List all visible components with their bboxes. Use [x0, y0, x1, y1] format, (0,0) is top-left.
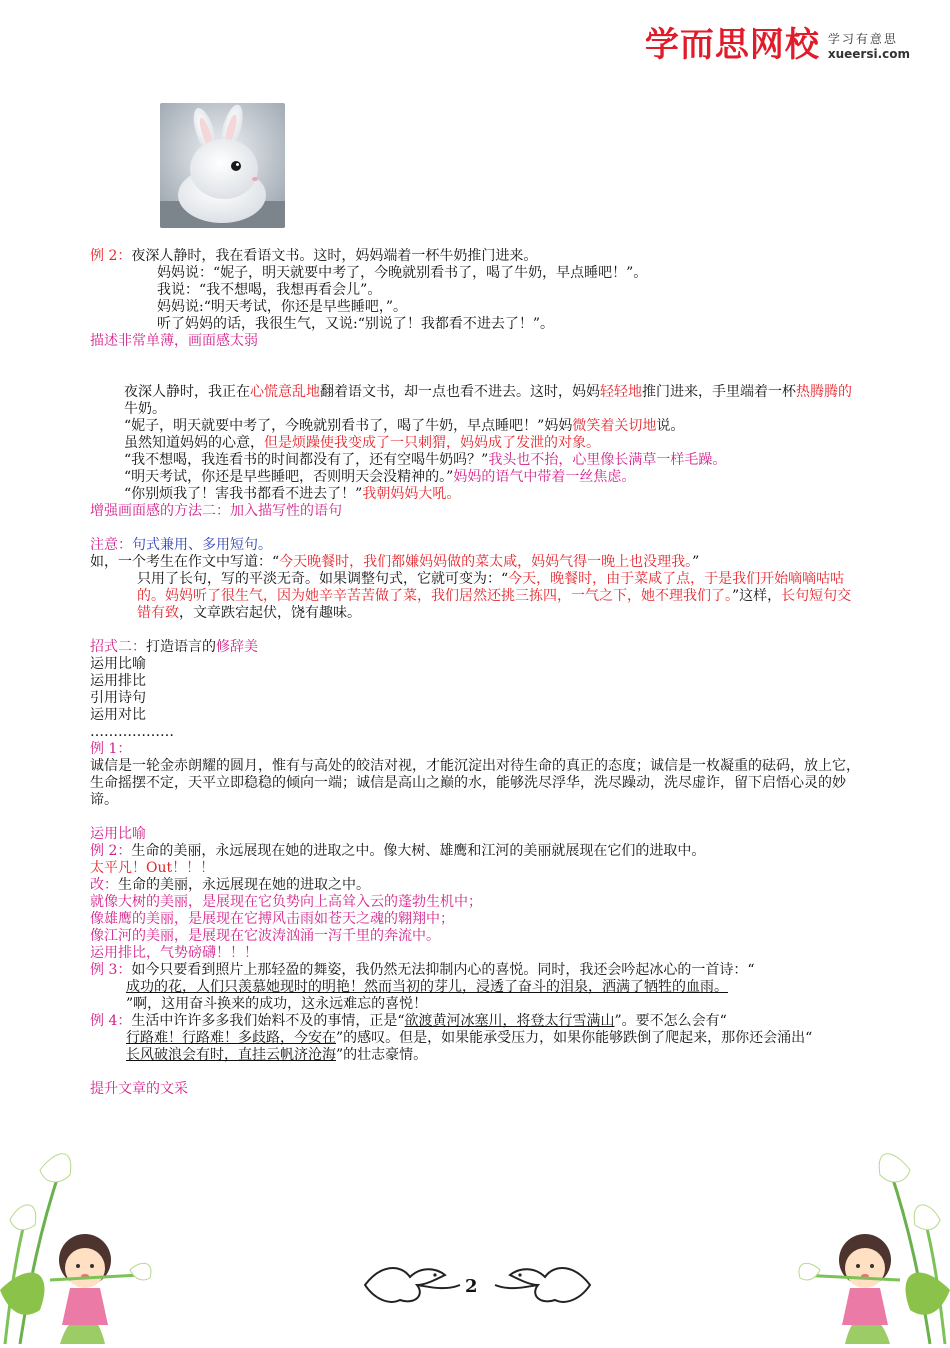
brand-name: 学而思网校 — [644, 25, 820, 65]
example-1-label: 例 1： — [90, 741, 132, 757]
example-3-poem: 成功的花，人们只羡慕她现时的明艳！然而当初的芽儿，浸透了奋斗的泪泉，洒满了牺牲的血雨。 — [126, 979, 728, 995]
revised-paragraph: “妮子，明天就要中考了，今晚就别看书了，喝了牛奶，早点睡吧！”妈妈微笑着关切地说。 — [124, 418, 685, 434]
dialogue-line: 我说：“我不想喝，我想再看会儿”。 — [157, 282, 382, 298]
metaphor-verdict: 太平凡！Out！！！ — [90, 860, 215, 876]
rhetoric-item: 引用诗句 — [90, 690, 146, 706]
dove-ornament-icon — [355, 1255, 465, 1310]
example-label: 例 2： — [90, 248, 132, 264]
example-3-end: ”啊，这用奋斗换来的成功，这永远难忘的喜悦！ — [126, 996, 428, 1012]
note-heading: 注意：句式兼用、多用短句。 — [90, 537, 272, 553]
revised-paragraph: 虽然知道妈妈的心意，但是烦躁使我变成了一只刺猬，妈妈成了发泄的对象。 — [124, 435, 600, 451]
rhetoric-item: 运用排比 — [90, 673, 146, 689]
dialogue-line: 听了妈妈的话，我很生气，又说:“别说了！我都看不进去了！”。 — [157, 316, 555, 332]
example-3: 例 3：如今只要看到照片上那轻盈的舞姿，我仍然无法抑制内心的喜悦。同时，我还会吟起冰心的一首诗：“ — [90, 962, 755, 978]
rabbit-photo — [160, 103, 285, 228]
ellipsis: ……………… — [90, 724, 174, 740]
example-2-intro: 例 2：夜深人静时，我在看语文书。这时，妈妈端着一杯牛奶推门进来。 — [90, 248, 538, 264]
brand-slogan: 学习有意思 — [827, 31, 898, 46]
metaphor-example: 例 2：生命的美丽，永远展现在她的进取之中。像大树、雄鹰和江河的美丽就展现在它们的进取中。 — [90, 843, 706, 859]
example-4-cont: 行路难！行路难！多歧路，今安在”的感叹。但是，如果能承受压力，如果你能够跌倒了爬起来，那你还会涌出“ — [126, 1030, 813, 1046]
parallel-line: 像雄鹰的美丽，是展现在它搏风击雨如苍天之魂的翱翔中； — [90, 911, 454, 927]
move2-title: 招式二：打造语言的修辞美 — [90, 639, 258, 655]
page-number: 2 — [465, 1276, 478, 1297]
rhetoric-item: 运用比喻 — [90, 656, 146, 672]
dove-ornament-icon — [490, 1255, 600, 1310]
revised-paragraph: “你别烦我了！害我书都看不进去了！”我朝妈妈大吼。 — [124, 486, 461, 502]
document-body — [90, 248, 862, 1098]
example-4-end: 长风破浪会有时，直挂云帆济沧海”的壮志豪情。 — [126, 1047, 428, 1063]
girl-flowers-decoration — [790, 1110, 950, 1344]
example-1-text: 诚信是一轮金赤朗耀的圆月，惟有与高处的皎洁对视，才能沉淀出对待生命的真正的态度；诚信是一枚凝重的砝码，放上它，生命摇摆不定，天平立即稳稳的倾向一端；诚信是高山之巅的水，能够洗尽浮华，洗尽躁动，洗尽虚诈，留下启悟心灵的妙谛。 — [90, 758, 860, 808]
girl-flowers-decoration — [0, 1110, 160, 1344]
revised-paragraph: “明天考试，你还是早些睡吧，否则明天会没精神的。”妈妈的语气中带着一丝焦虑。 — [124, 469, 636, 485]
revised-paragraph: 夜深人静时，我正在心慌意乱地翻着语文书，却一点也看不进去。这时，妈妈轻轻地推门进来，手里端着一杯热腾腾的牛奶。 — [124, 384, 852, 417]
note-explanation: 只用了长句，写的平淡无奇。如果调整句式，它就可变为：“今天，晚餐时，由于菜咸了点，于是我们开始嘀嘀咕咕的。妈妈听了很生气，因为她辛辛苦苦做了菜，我们居然还挑三拣四，一气之下，她不理我们了。”这样，长句短句交错有致，文章跌宕起伏，饶有趣味。 — [137, 571, 852, 621]
rhetoric-item: 运用对比 — [90, 707, 146, 723]
metaphor-revision: 改：生命的美丽，永远展现在她的进取之中。 — [90, 877, 370, 893]
parallel-comment: 运用排比，气势磅礴！！！ — [90, 945, 258, 961]
metaphor-heading: 运用比喻 — [90, 826, 146, 842]
parallel-line: 就像大树的美丽，是展现在它负势向上高耸入云的蓬勃生机中； — [90, 894, 482, 910]
dialogue-line: 妈妈说：“妮子，明天就要中考了，今晚就别看书了，喝了牛奶，早点睡吧！”。 — [157, 265, 648, 281]
closing-heading: 提升文章的文采 — [90, 1081, 188, 1097]
example-4: 例 4：生活中许许多多我们始料不及的事情，正是“欲渡黄河冰塞川，将登太行雪满山”。要不怎么会有“ — [90, 1013, 727, 1029]
revised-paragraph: “我不想喝，我连看书的时间都没有了，还有空喝牛奶吗？”我头也不抬，心里像长满草一样毛躁。 — [124, 452, 727, 468]
critique-comment: 描述非常单薄，画面感太弱 — [90, 333, 258, 349]
dialogue-line: 妈妈说:“明天考试，你还是早些睡吧，”。 — [157, 299, 408, 315]
note-example: 如，一个考生在作文中写道：“今天晚餐时，我们都嫌妈妈做的菜太咸，妈妈气得一晚上也没理我。” — [90, 554, 700, 570]
brand-url: xueersi.com — [827, 46, 910, 61]
parallel-line: 像江河的美丽，是展现在它波涛汹涌一泻千里的奔流中。 — [90, 928, 440, 944]
method-heading: 增强画面感的方法二：加入描写性的语句 — [90, 503, 342, 519]
brand-logo — [645, 22, 910, 68]
